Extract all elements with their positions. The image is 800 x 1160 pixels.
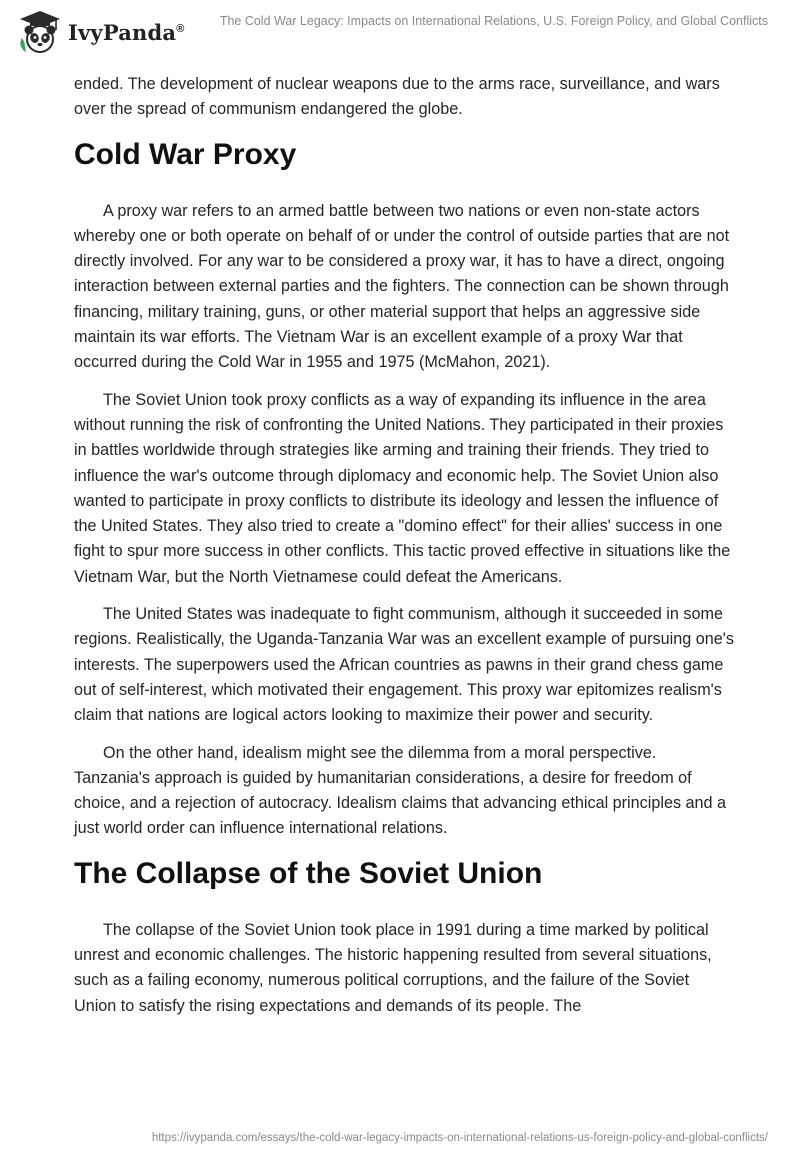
page-header: [0, 0, 800, 62]
registered-mark: ®: [176, 22, 185, 35]
source-url[interactable]: https://ivypanda.com/essays/the-cold-war-legacy-impacts-on-international-relations-us-foreign-policy-and-global-conflicts/: [151, 1132, 768, 1144]
paragraph: The collapse of the Soviet Union took place in 1991 during a time marked by political unrest and economic challenges. The historic happening resulted from several situations, such as a failing economy, numerous political corruptions, and the failure of the Soviet Union to satisfy the rising expectations and demands of its people. The: [74, 920, 712, 1015]
paragraph: The Soviet Union took proxy conflicts as a way of expanding its influence in the area without running the risk of confronting the United Nations. They participated in their proxies in battles worldwide through strategies like arming and training their friends. They tried to influence the war's outcome through diplomacy and economic help. The Soviet Union also wanted to participate in proxy conflicts to distribute its ideology and lessen the influence of the United States. They also tried to create a "domino effect" for their allies' success in one fight to spur more success in other conflicts. This tactic proved effective in situations like the Vietnam War, but the North Vietnamese could defeat the Americans.: [74, 390, 731, 586]
intro-paragraph: ended. The development of nuclear weapons due to the arms race, surveillance, and wars over the spread of communism endangered the globe.: [74, 75, 720, 119]
section-heading-cold-war-proxy: Cold War Proxy: [74, 137, 297, 171]
section-heading-soviet-collapse: The Collapse of the Soviet Union: [74, 856, 543, 890]
brand-logo[interactable]: [16, 8, 185, 56]
essay-content: [74, 72, 734, 1031]
document-title: The Cold War Legacy: Impacts on International Relations, U.S. Foreign Policy, and Global Conflicts: [219, 14, 768, 28]
paragraph: On the other hand, idealism might see the dilemma from a moral perspective. Tanzania's approach is guided by humanitarian considerations, a desire for freedom of choice, and a rejection of autocracy. Idealism claims that advancing ethical principles and a just world order can influence international relations.: [74, 743, 727, 838]
panda-graduate-icon: [16, 8, 64, 56]
brand-name-text: IvyPanda: [68, 19, 177, 45]
paragraph: A proxy war refers to an armed battle between two nations or even non-state actors whereby one or both operate on behalf of or under the control of outside parties that are not directly involved. For any war to be considered a proxy war, it has to have a direct, ongoing interaction between external parties and the fighters. The connection can be shown through financing, military training, guns, or other material support that helps an aggressive side maintain its war efforts. The Vietnam War is an excellent example of a proxy War that occurred during the Cold War in 1955 and 1975 (McMahon, 2021).: [74, 201, 730, 372]
brand-name: [68, 20, 185, 45]
paragraph: The United States was inadequate to fight communism, although it succeeded in some regions. Realistically, the Uganda-Tanzania War was an excellent example of pursuing one's interests. The superpowers used the African countries as pawns in their grand chess game out of self-interest, which motivated their engagement. This proxy war epitomizes realism's claim that nations are logical actors looking to maximize their power and security.: [74, 605, 734, 725]
